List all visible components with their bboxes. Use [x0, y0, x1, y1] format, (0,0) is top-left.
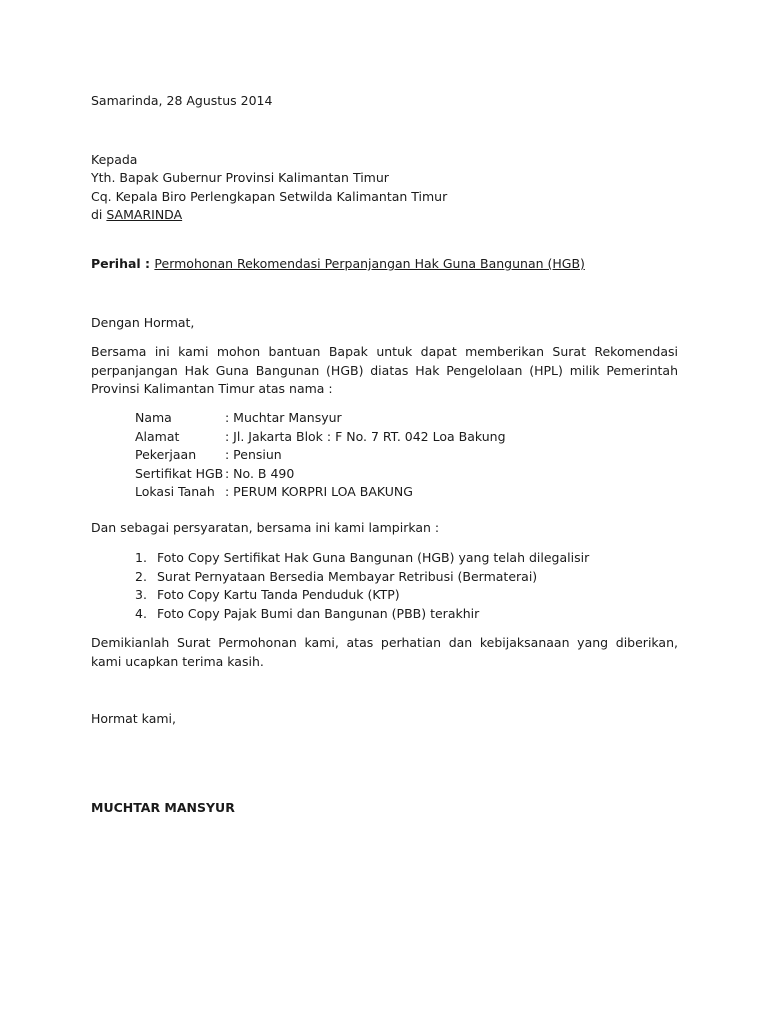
list-text: Foto Copy Pajak Bumi dan Bangunan (PBB) terakhir: [157, 605, 480, 621]
field-row: [135, 428, 506, 447]
subject-text: Permohonan Rekomendasi Perpanjangan Hak Guna Bangunan (HGB): [154, 256, 585, 271]
identity-fields: [135, 409, 506, 502]
field-label: Pekerjaan: [135, 447, 197, 462]
field-row: [135, 483, 506, 502]
field-label: Nama: [135, 410, 172, 425]
recipient-line-1: Yth. Bapak Gubernur Provinsi Kalimantan Timur: [91, 170, 389, 185]
list-text: Foto Copy Kartu Tanda Penduduk (KTP): [157, 587, 400, 602]
list-number: 4.: [135, 605, 147, 621]
list-text: Surat Pernyataan Bersedia Membayar Retribusi (Bermaterai): [157, 568, 538, 584]
list-number: 1.: [135, 550, 147, 565]
recipient-di: di: [91, 207, 107, 222]
field-label: Alamat: [135, 428, 180, 444]
field-label: Lokasi Tanah: [135, 484, 215, 499]
field-value: : PERUM KORPRI LOA BAKUNG: [225, 484, 413, 499]
field-value: : Pensiun: [225, 447, 282, 462]
recipient-city-line: [91, 206, 182, 224]
attachments-list: [135, 549, 589, 623]
field-value: : Jl. Jakarta Blok : F No. 7 RT. 042 Loa Bakung: [225, 428, 506, 444]
greeting: Dengan Hormat,: [91, 315, 195, 330]
recipient-city: SAMARINDA: [106, 207, 183, 222]
closing-paragraph: Demikianlah Surat Permohonan kami, atas perhatian dan kebijaksanaan yang diberikan, kami ucapkan terima kasih.: [91, 635, 678, 669]
list-number: 2.: [135, 568, 147, 584]
list-item: [135, 605, 589, 624]
field-row: [135, 446, 506, 465]
recipient-kepada: Kepada: [91, 152, 138, 167]
place-date: Samarinda, 28 Agustus 2014: [91, 93, 273, 108]
field-row: [135, 409, 506, 428]
regards: Hormat kami,: [91, 711, 176, 726]
subject-line: [91, 255, 585, 273]
subject-label: Perihal :: [91, 256, 155, 271]
recipient-line-2: Cq. Kepala Biro Perlengkapan Setwilda Kalimantan Timur: [91, 189, 448, 204]
field-row: [135, 465, 506, 484]
list-text: Foto Copy Sertifikat Hak Guna Bangunan (HGB) yang telah dilegalisir: [157, 550, 590, 565]
field-label: Sertifikat HGB: [135, 465, 224, 481]
list-number: 3.: [135, 587, 147, 602]
list-item: [135, 549, 589, 568]
list-item: [135, 568, 589, 587]
signer-name: MUCHTAR MANSYUR: [91, 800, 235, 815]
field-value: : No. B 490: [225, 465, 295, 481]
list-item: [135, 586, 589, 605]
field-value: : Muchtar Mansyur: [225, 410, 342, 425]
attachments-intro: Dan sebagai persyaratan, bersama ini kami lampirkan :: [91, 520, 440, 535]
intro-paragraph: Bersama ini kami mohon bantuan Bapak untuk dapat memberikan Surat Rekomendasi perpanjangan Hak Guna Bangunan (HGB) diatas Hak Pengelolaan (HPL) milik Pemerintah Provinsi Kalimantan Timur atas nama :: [91, 344, 678, 396]
